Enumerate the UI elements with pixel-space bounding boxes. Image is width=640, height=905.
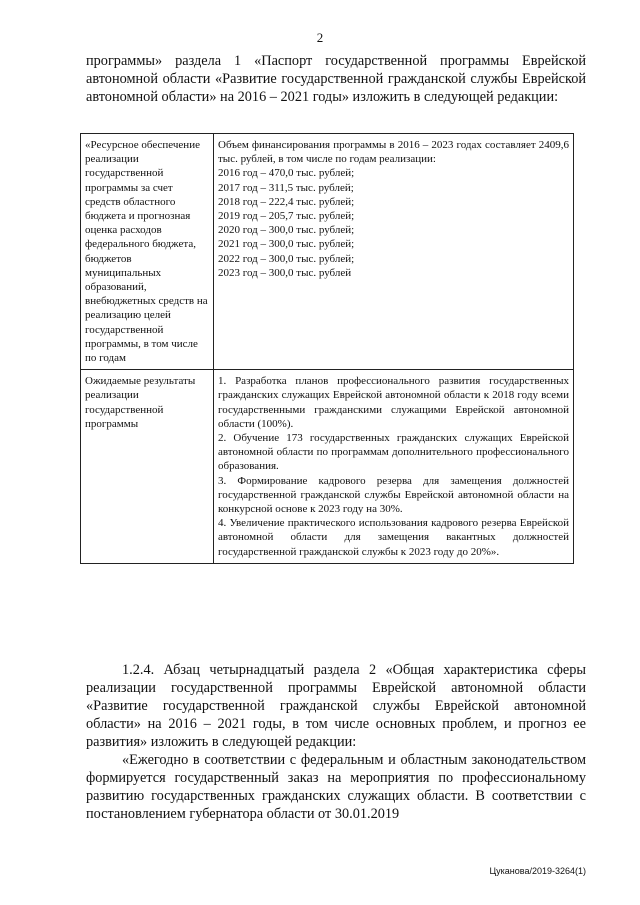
content-line: 2017 год – 311,5 тыс. рублей; [218, 181, 354, 194]
footer-code: Цуканова/2019-3264(1) [489, 866, 586, 876]
passport-table [80, 133, 574, 564]
content-line: 1. Разработка планов профессионального развития государственных гражданских служащих Еврейской автономной области к 2018 году всеми государственными гражданскими служащими Еврейской автономной области (100%). [218, 375, 569, 430]
row-content [214, 134, 574, 370]
page-number: 2 [316, 30, 324, 45]
row-label: «Ресурсное обеспечение реализации государственной программы за счет средств областного бюджета и прогнозная оценка расходов федерального бюджета, бюджетов муниципальных образований, внебюджетных средств на реализацию целей государственной программы, в том числе по годам [81, 134, 214, 370]
row-label: Ожидаемые результаты реализации государственной программы [81, 370, 214, 564]
table-row [81, 134, 574, 370]
content-line: 3. Формирование кадрового резерва для замещения должностей государственной гражданской службы Еврейской автономной области на конкурсной основе к 2023 году на 30%. [218, 474, 569, 516]
content-line: 2021 год – 300,0 тыс. рублей; [218, 238, 355, 251]
table-row [81, 370, 574, 564]
content-line: 2023 год – 300,0 тыс. рублей [218, 266, 352, 279]
row-content [214, 370, 574, 564]
paragraph: 1.2.4. Абзац четырнадцатый раздела 2 «Общая характеристика сферы реализации государственной программы Еврейской автономной области «Развитие государственной гражданской службы Еврейской автономной области» на 2016 – 2021 годы, в том числе основных проблем, и прогноз ее развития» изложить в следующей редакции: [86, 662, 586, 750]
body-text [86, 661, 586, 823]
intro-paragraph: программы» раздела 1 «Паспорт государственной программы Еврейской автономной области «Развитие государственной гражданской службы Еврейской автономной области» на 2016 – 2021 годы» изложить в следующей редакции: [86, 53, 586, 105]
content-line: 2. Обучение 173 государственных гражданских служащих Еврейской автономной области по программам дополнительного профессионального образования. [218, 432, 569, 473]
content-line: Объем финансирования программы в 2016 – 2023 годах составляет 2409,6 тыс. рублей, в том числе по годам реализации: [218, 139, 569, 166]
content-line: 2022 год – 300,0 тыс. рублей; [218, 252, 355, 265]
content-line: 2016 год – 470,0 тыс. рублей; [218, 167, 355, 180]
content-line: 2019 год – 205,7 тыс. рублей; [218, 210, 355, 223]
content-line: 4. Увеличение практического использования кадрового резерва Еврейской автономной области для замещения вакантных должностей государственной гражданской службы к 2023 году до 20%». [218, 517, 569, 558]
content-line: 2020 год – 300,0 тыс. рублей; [218, 224, 355, 237]
paragraph: «Ежегодно в соответствии с федеральным и областным законодательством формируется государственный заказ на мероприятия по профессиональному развитию государственных гражданских служащих области. В соответствии с постановлением губернатора области от 30.01.2019 [86, 752, 586, 822]
content-line: 2018 год – 222,4 тыс. рублей; [218, 195, 355, 208]
